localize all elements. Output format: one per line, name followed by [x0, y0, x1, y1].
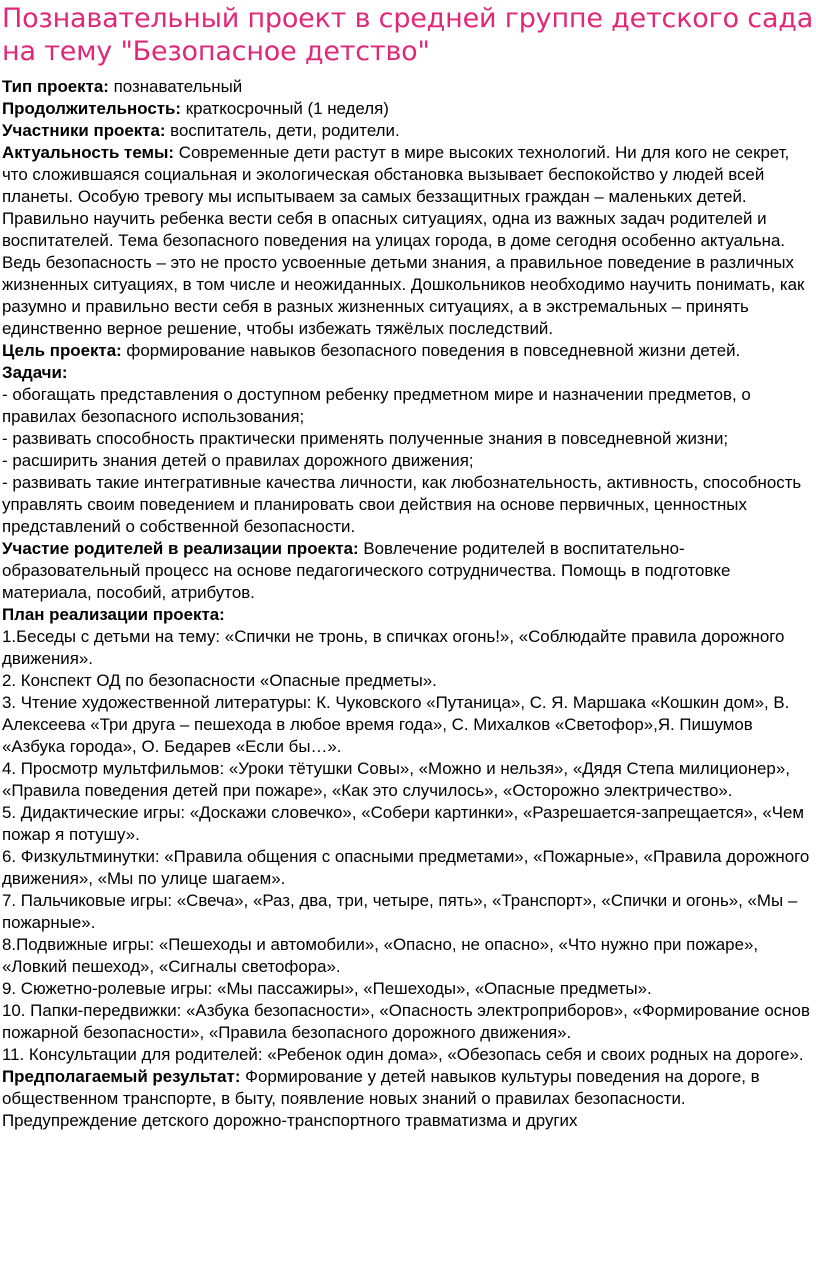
document-body: [2, 76, 816, 1132]
plan-heading: План реализации проекта:: [2, 605, 225, 624]
plan-item: 9. Сюжетно-ролевые игры: «Мы пассажиры», «Пешеходы», «Опасные предметы».: [2, 979, 652, 998]
expected-result-label: Предполагаемый результат:: [2, 1067, 241, 1086]
plan-item: 4. Просмотр мультфильмов: «Уроки тётушки Совы», «Можно и нельзя», «Дядя Степа милиционер», «Правила поведения детей при пожаре», «Как это случилось», «Осторожно электричество».: [2, 759, 790, 800]
tasks-heading: Задачи:: [2, 363, 68, 382]
plan-item: 10. Папки-передвижки: «Азбука безопасности», «Опасность электроприборов», «Формирование основ пожарной безопасности», «Правила безопасного дорожного движения».: [2, 1001, 810, 1042]
plan-item: 8.Подвижные игры: «Пешеходы и автомобили», «Опасно, не опасно», «Что нужно при пожаре», «Ловкий пешеход», «Сигналы светофора».: [2, 935, 759, 976]
project-type-label: Тип проекта:: [2, 77, 109, 96]
plan-item: 3. Чтение художественной литературы: К. Чуковского «Путаница», С. Я. Маршака «Кошкин дом», В. Алексеева «Три друга – пешехода в любое время года», С. Михалков «Светофор»,Я. Пишумов «Азбука города», О. Бедарев «Если бы…».: [2, 693, 790, 756]
plan-item: 7. Пальчиковые игры: «Свеча», «Раз, два, три, четыре, пять», «Транспорт», «Спички и огонь», «Мы – пожарные».: [2, 891, 798, 932]
project-duration: [2, 98, 816, 120]
topic-relevance-label: Актуальность темы:: [2, 143, 175, 162]
task-item: - развивать такие интегративные качества личности, как любознательность, активность, способность управлять своим поведением и планировать свои действия на основе первичных, ценностных представлений о собственной безопасности.: [2, 473, 802, 536]
task-item: - обогащать представления о доступном ребенку предметном мире и назначении предметов, о правилах безопасного использования;: [2, 385, 751, 426]
expected-result: [2, 1066, 816, 1132]
project-duration-label: Продолжительность:: [2, 99, 182, 118]
project-goal-label: Цель проекта:: [2, 341, 122, 360]
plan-item: 6. Физкультминутки: «Правила общения с опасными предметами», «Пожарные», «Правила дорожного движения», «Мы по улице шагаем».: [2, 847, 810, 888]
plan-item: 1.Беседы с детьми на тему: «Спички не тронь, в спичках огонь!», «Соблюдайте правила дорожного движения».: [2, 627, 785, 668]
project-goal: [2, 340, 816, 362]
document-title: Познавательный проект в средней группе детского сада на тему "Безопасное детство": [2, 3, 814, 67]
task-item: - расширить знания детей о правилах дорожного движения;: [2, 451, 474, 470]
plan-item: 11. Консультации для родителей: «Ребенок один дома», «Обезопась себя и своих родных на дороге».: [2, 1045, 804, 1064]
parents-participation: [2, 538, 816, 604]
plan-item: 5. Дидактические игры: «Доскажи словечко», «Собери картинки», «Разрешается-запрещается», «Чем пожар я потушу».: [2, 803, 805, 844]
project-type-value: познавательный: [108, 77, 243, 96]
topic-relevance-value: Современные дети растут в мире высоких технологий. Ни для кого не секрет, что сложившаяся социальная и экологическая обстановка вызывает беспокойство у людей всей планеты. Особую тревогу мы испытываем за самых беззащитных граждан – маленьких детей. Правильно научить ребенка вести себя в опасных ситуациях, одна из важных задач родителей и воспитателей. Тема безопасного поведения на улицах города, в доме сегодня особенно актуальна. Ведь безопасность – это не просто усвоенные детьми знания, а правильное поведение в различных жизненных ситуациях, в том числе и неожиданных. Дошкольников необходимо научить понимать, как разумно и правильно вести себя в разных жизненных ситуациях, а в экстремальных – принять единственно верное решение, чтобы избежать тяжёлых последствий.: [2, 143, 805, 338]
project-participants-value: воспитатель, дети, родители.: [165, 121, 400, 140]
project-type: [2, 76, 816, 98]
parents-participation-value: Вовлечение родителей в воспитательно-образовательный процесс на основе педагогического сотрудничества. Помощь в подготовке материала, пособий, атрибутов.: [2, 539, 731, 602]
parents-participation-label: Участие родителей в реализации проекта:: [2, 539, 359, 558]
project-participants: [2, 120, 816, 142]
project-duration-value: краткосрочный (1 неделя): [181, 99, 389, 118]
task-item: - развивать способность практически применять полученные знания в повседневной жизни;: [2, 429, 729, 448]
topic-relevance: [2, 142, 816, 340]
expected-result-value: Формирование у детей навыков культуры поведения на дороге, в общественном транспорте, в быту, появление новых знаний о правилах безопасности. Предупреждение детского дорожно-транспортного травматизма и других: [2, 1067, 760, 1130]
project-goal-value: формирование навыков безопасного поведения в повседневной жизни детей.: [121, 341, 741, 360]
plan-item: 2. Конспект ОД по безопасности «Опасные предметы».: [2, 671, 437, 690]
project-participants-label: Участники проекта:: [2, 121, 166, 140]
